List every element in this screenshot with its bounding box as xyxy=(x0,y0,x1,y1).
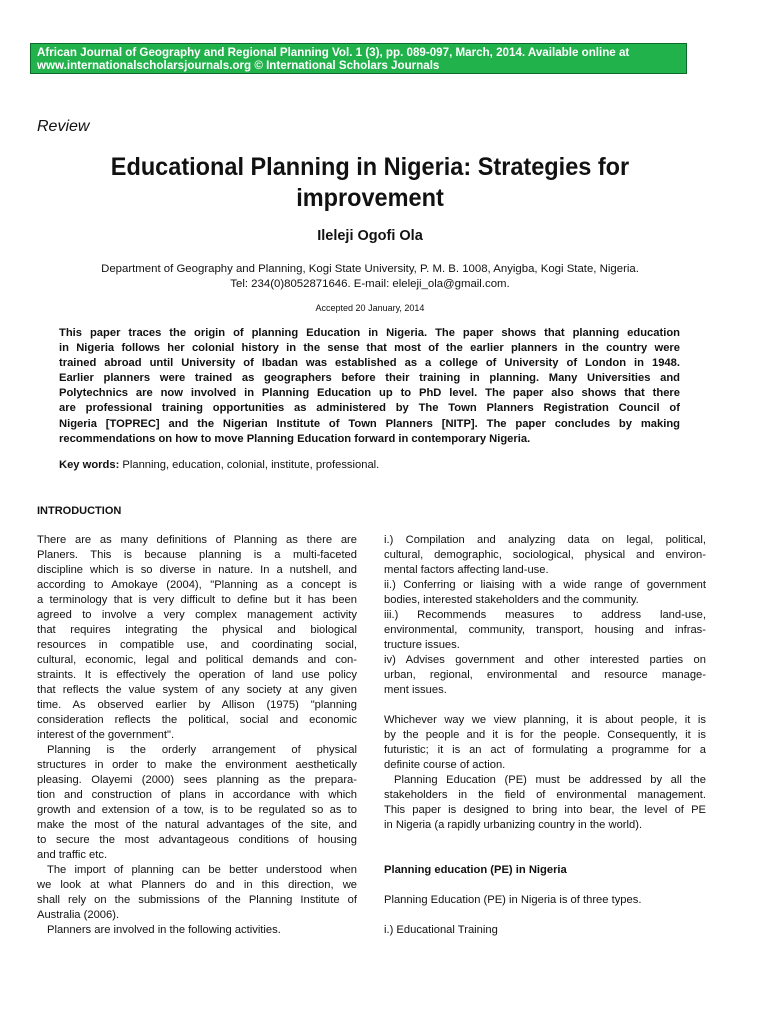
body-text-line: mental factors affecting land-use. xyxy=(384,564,549,576)
paragraph-gap xyxy=(384,848,706,863)
affiliation-line: Department of Geography and Planning, Kogi State University, P. M. B. 1008, Anyigba, Kogi State, Nigeria. xyxy=(101,263,639,275)
paper-title-line: improvement xyxy=(296,184,444,212)
body-text-line: bodies, interested stakeholders and the community. xyxy=(384,594,639,606)
body-text-line: that reflects the value system of any society at any given xyxy=(37,684,357,696)
body-text-line: tructure issues. xyxy=(384,639,460,651)
body-text-line: time. As observed earlier by Allison (1975) "planning xyxy=(37,699,357,711)
body-text-line: i.) Compilation and analyzing data on legal, political, xyxy=(384,534,706,546)
abstract-line: Nigeria [TOPREC] and the Nigerian Institute of Town Planners [NITP]. The paper concludes by making xyxy=(59,417,680,430)
body-text-line: Planning Education (PE) in Nigeria is of three types. xyxy=(384,894,642,906)
abstract-line: This paper traces the origin of planning Education in Nigeria. The paper shows that planning education xyxy=(59,327,680,339)
body-text-line: tion and construction of plans in accordance with which xyxy=(37,789,357,801)
body-text-line: in Nigeria (a rapidly urbanizing country in the world). xyxy=(384,819,643,831)
body-text-line: Planers. This is because planning is a multi-faceted xyxy=(37,549,357,561)
body-text-line: environmental, community, transport, housing and infras- xyxy=(384,624,706,636)
body-text-line: This paper is designed to bring into bear, the level of PE xyxy=(384,804,706,816)
body-text-line: to secure the most advantageous conditions of housing xyxy=(37,834,357,846)
body-text-line: structures in order to make the environment aesthetically xyxy=(37,759,357,771)
body-text-line: shall rely on the submissions of the Planning Institute of xyxy=(37,894,357,906)
paragraph-gap xyxy=(384,833,706,848)
body-text-line: agreed to involve a very complex management activity xyxy=(37,609,357,621)
paper-title xyxy=(60,152,680,214)
body-text-line: iii.) Recommends measures to address land-use, xyxy=(384,609,706,621)
journal-header-banner xyxy=(30,43,687,74)
body-text-line: and traffic etc. xyxy=(37,849,108,861)
body-text-line: that requires integrating the physical and biological xyxy=(37,624,357,636)
body-text-line: Whichever way we view planning, it is about people, it is xyxy=(384,714,706,726)
author-name: Ileleji Ogofi Ola xyxy=(317,228,423,244)
abstract-line: Earlier planners were trained as geographers before their training in planning. Many Universities and xyxy=(59,372,680,385)
contact-line: Tel: 234(0)8052871646. E-mail: eleleji_ola@gmail.com. xyxy=(230,277,510,290)
body-text-line: growth and extension of a tow, is to be regulated so as to xyxy=(37,804,357,816)
abstract-line: are professional training opportunities as administered by The Town Planners Registration Council of xyxy=(59,402,680,415)
abstract-line: recommendations on how to move Planning Education forward in contemporary Nigeria. xyxy=(59,432,531,445)
keywords xyxy=(59,459,379,471)
section-heading-planning-education: Planning education (PE) in Nigeria xyxy=(384,864,567,876)
abstract-line: trained abroad until University of Ibadan was established as a college of University of London in 1948. xyxy=(59,357,680,370)
body-text-line: according to Amokaye (2004), "Planning as a concept is xyxy=(37,579,357,591)
abstract-line: in Nigeria follows her colonial history in the sense that most of the earlier planners in the country were xyxy=(59,342,680,355)
journal-website-line: www.internationalscholarsjournals.org © International Scholars Journals xyxy=(37,59,440,72)
body-text-line: pleasing. Olayemi (2000) sees planning as the prepara- xyxy=(37,774,357,786)
body-text-line: consideration reflects the political, social and economic xyxy=(37,714,357,726)
body-text-line: iv) Advises government and other interested parties on xyxy=(384,654,706,666)
abstract xyxy=(59,326,680,447)
body-text-line: Australia (2006). xyxy=(37,909,120,921)
paragraph-gap xyxy=(384,878,706,893)
left-column xyxy=(37,533,357,938)
journal-citation-line: African Journal of Geography and Regional Planning Vol. 1 (3), pp. 089-097, March, 2014. Available online at xyxy=(37,46,630,59)
introduction-heading: INTRODUCTION xyxy=(37,505,122,517)
body-text-line: straints. It is effectively the operation of land use policy xyxy=(37,669,357,681)
paragraph-gap xyxy=(384,908,706,923)
body-text-line: Planning Education (PE) must be addressed by all the xyxy=(394,774,706,786)
body-text-line: ment issues. xyxy=(384,684,447,696)
paragraph-gap xyxy=(384,698,706,713)
abstract-line: Polytechnics are now involved in Planning Education up to PhD level. The paper also shows that there xyxy=(59,387,680,400)
keywords-text: Planning, education, colonial, institute, professional. xyxy=(119,459,380,471)
body-text-line: by the people and it is for the people. Consequently, it is xyxy=(384,729,706,741)
paper-title-line: Educational Planning in Nigeria: Strategies for xyxy=(110,153,630,181)
right-column xyxy=(384,533,706,938)
body-text-line: discipline which is so diverse in nature. In a nutshell, and xyxy=(37,564,357,576)
body-text-line: urban, regional, environmental and resource manage- xyxy=(384,669,706,681)
body-text-line: The import of planning can be better understood when xyxy=(47,864,357,876)
body-text-line: interest of the government". xyxy=(37,729,175,741)
body-text-line: stakeholders in the field of environmental management. xyxy=(384,789,706,801)
body-text-line: i.) Educational Training xyxy=(384,924,498,936)
body-text-line: Planners are involved in the following activities. xyxy=(47,924,281,936)
accepted-date: Accepted 20 January, 2014 xyxy=(315,303,425,313)
body-text-line: Planning is the orderly arrangement of physical xyxy=(47,744,357,756)
body-text-line: resources in compatible use, and coordinating social, xyxy=(37,639,357,651)
body-text-line: we look at what Planners do and in this direction, we xyxy=(37,879,357,891)
article-type-label: Review xyxy=(37,118,90,135)
body-text-line: There are as many definitions of Planning as there are xyxy=(37,534,357,546)
body-text-line: futuristic; it is an act of formulating a programme for a xyxy=(384,744,706,756)
body-text-line: a terminology that is very difficult to define but it has been xyxy=(37,594,357,606)
body-text-line: ii.) Conferring or liaising with a wide range of government xyxy=(384,579,706,591)
author-affiliation xyxy=(40,262,700,291)
keywords-label: Key words: xyxy=(59,459,120,471)
body-text-line: definite course of action. xyxy=(384,759,506,771)
body-text-line: cultural, economic, legal and political demands and con- xyxy=(37,654,357,666)
body-text-line: cultural, demographic, sociological, physical and environ- xyxy=(384,549,706,561)
body-text-line: make the most of the natural advantages of the site, and xyxy=(37,819,357,831)
